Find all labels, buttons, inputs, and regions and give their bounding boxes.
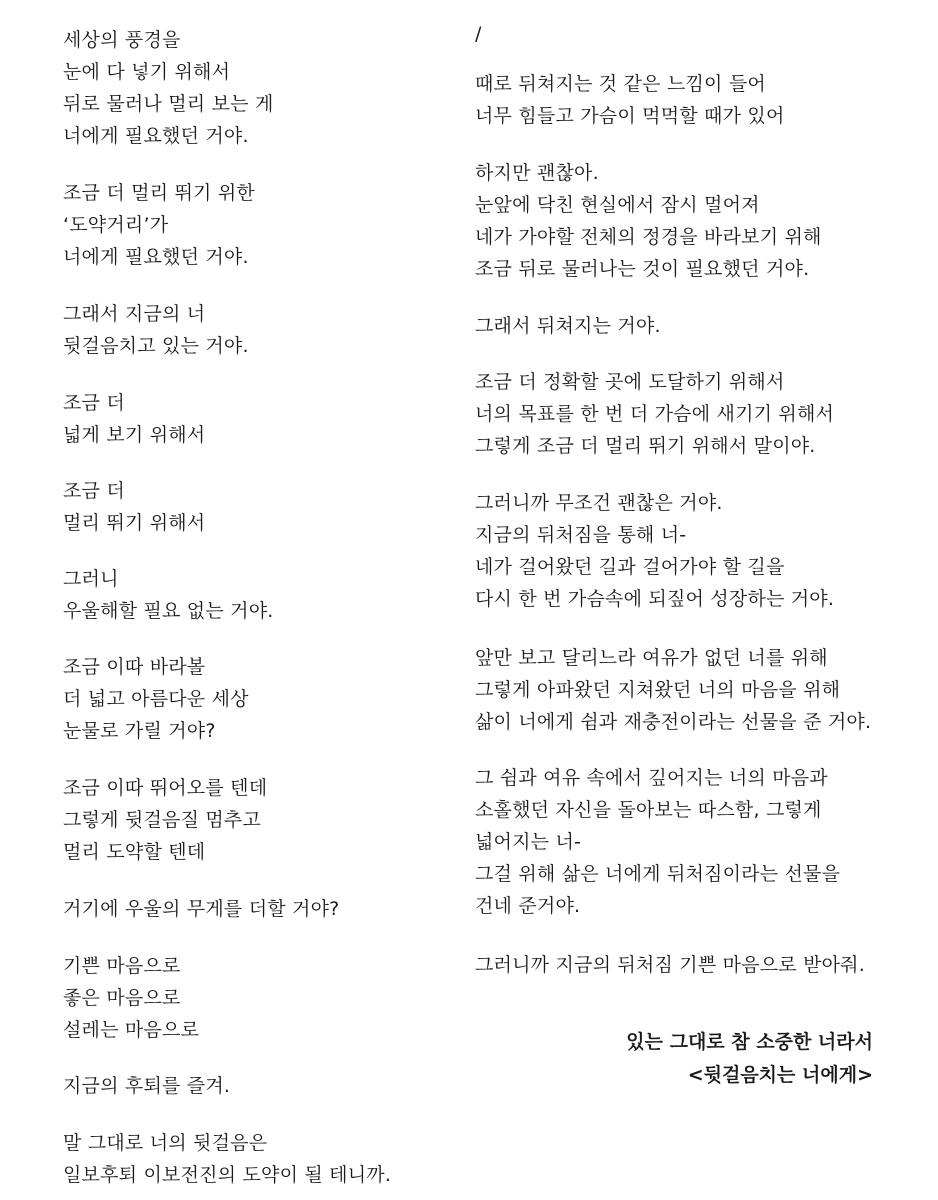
poem-line: 그러니까 지금의 뒤처짐 기쁜 마음으로 받아줘.: [475, 954, 865, 976]
poem-line: 조금 더 정확할 곳에 도달하기 위해서: [475, 371, 785, 393]
poem-line: 건네 준거야.: [475, 895, 581, 917]
poem-line: 더 넓고 아름다운 세상: [63, 688, 249, 710]
poem-line: 앞만 보고 달리느라 여유가 없던 너를 위해: [475, 647, 828, 669]
poem-line: 그래서 뒤쳐지는 거야.: [475, 315, 661, 337]
poem-line: 그 쉼과 여유 속에서 깊어지는 너의 마음과: [475, 767, 828, 789]
poem-title-signature: <뒷걸음치는 너에게>: [687, 1064, 873, 1086]
poem-line: 기쁜 마음으로: [63, 955, 181, 977]
poem-line: 다시 한 번 가슴속에 되짚어 성장하는 거야.: [475, 588, 835, 610]
poem-line: 삶이 너에게 쉼과 재충전이라는 선물을 준 거야.: [475, 711, 872, 733]
poem-line: 그러니: [63, 568, 119, 590]
poem-line: 때로 뒤쳐지는 것 같은 느낌이 들어: [475, 73, 766, 95]
poem-line: 그렇게 뒷걸음질 멈추고: [63, 809, 262, 831]
poem-line: 그렇게 조금 더 멀리 뛰기 위해서 말이야.: [475, 435, 816, 457]
poem-line: 조금 이따 뛰어오를 텐데: [63, 777, 268, 799]
poem-line: 네가 가야할 전체의 정경을 바라보기 위해: [475, 226, 822, 248]
poem-line: 소홀했던 자신을 돌아보는 따스함, 그렇게: [475, 799, 822, 821]
poem-line: 멀리 도약할 텐데: [63, 841, 206, 863]
poem-line: 멀리 뛰기 위해서: [63, 512, 206, 534]
poem-line: 넓어지는 너-: [475, 831, 582, 853]
signature-line: 있는 그대로 참 소중한 너라서: [626, 1031, 873, 1053]
poem-line: 눈에 다 넣기 위해서: [63, 61, 231, 83]
poem-line: 조금 더: [63, 392, 125, 414]
poem-line: 너에게 필요했던 거야.: [63, 125, 249, 147]
poem-line: 지금의 뒤처짐을 통해 너-: [475, 524, 687, 546]
poem-line: 거기에 우울의 무게를 더할 거야?: [63, 898, 340, 920]
poem-line: 조금 더 멀리 뛰기 위한: [63, 182, 255, 204]
poem-line: 넓게 보기 위해서: [63, 424, 206, 446]
poem-line: 눈앞에 닥친 현실에서 잠시 멀어져: [475, 194, 760, 216]
poem-line: 너무 힘들고 가슴이 먹먹할 때가 있어: [475, 105, 785, 127]
poem-line: 설레는 마음으로: [63, 1019, 200, 1041]
poem-line: 너의 목표를 한 번 더 가슴에 새기기 위해서: [475, 403, 835, 425]
poem-line: 좋은 마음으로: [63, 987, 181, 1009]
poem-line: 우울해할 필요 없는 거야.: [63, 600, 274, 622]
poem-line: ‘도약거리’가: [63, 214, 169, 236]
poem-line: 지금의 후퇴를 즐겨.: [63, 1075, 231, 1097]
poem-line: 조금 이따 바라볼: [63, 656, 206, 678]
poem-line: 너에게 필요했던 거야.: [63, 246, 249, 268]
poem-line: 그래서 지금의 너: [63, 303, 206, 325]
poem-line: 눈물로 가릴 거야?: [63, 720, 216, 742]
poem-line: 말 그대로 너의 뒷걸음은: [63, 1132, 268, 1154]
poem-line: 세상의 풍경을: [63, 29, 181, 51]
poem-line: 뒷걸음치고 있는 거야.: [63, 335, 249, 357]
poem-line: 그걸 위해 삶은 너에게 뒤처짐이라는 선물을: [475, 863, 841, 885]
poem-line: 네가 걸어왔던 길과 걸어가야 할 길을: [475, 556, 785, 578]
poem-line: 하지만 괜찮아.: [475, 162, 599, 184]
poem-line: 그렇게 아파왔던 지쳐왔던 너의 마음을 위해: [475, 679, 841, 701]
poem-line: 뒤로 물러나 멀리 보는 게: [63, 93, 274, 115]
poem-line: 일보후퇴 이보전진의 도약이 될 테니까.: [63, 1164, 392, 1186]
section-separator: /: [475, 23, 482, 45]
poem-line: 그러니까 무조건 괜찮은 거야.: [475, 492, 723, 514]
poem-line: 조금 뒤로 물러나는 것이 필요했던 거야.: [475, 258, 810, 280]
poem-line: 조금 더: [63, 480, 125, 502]
